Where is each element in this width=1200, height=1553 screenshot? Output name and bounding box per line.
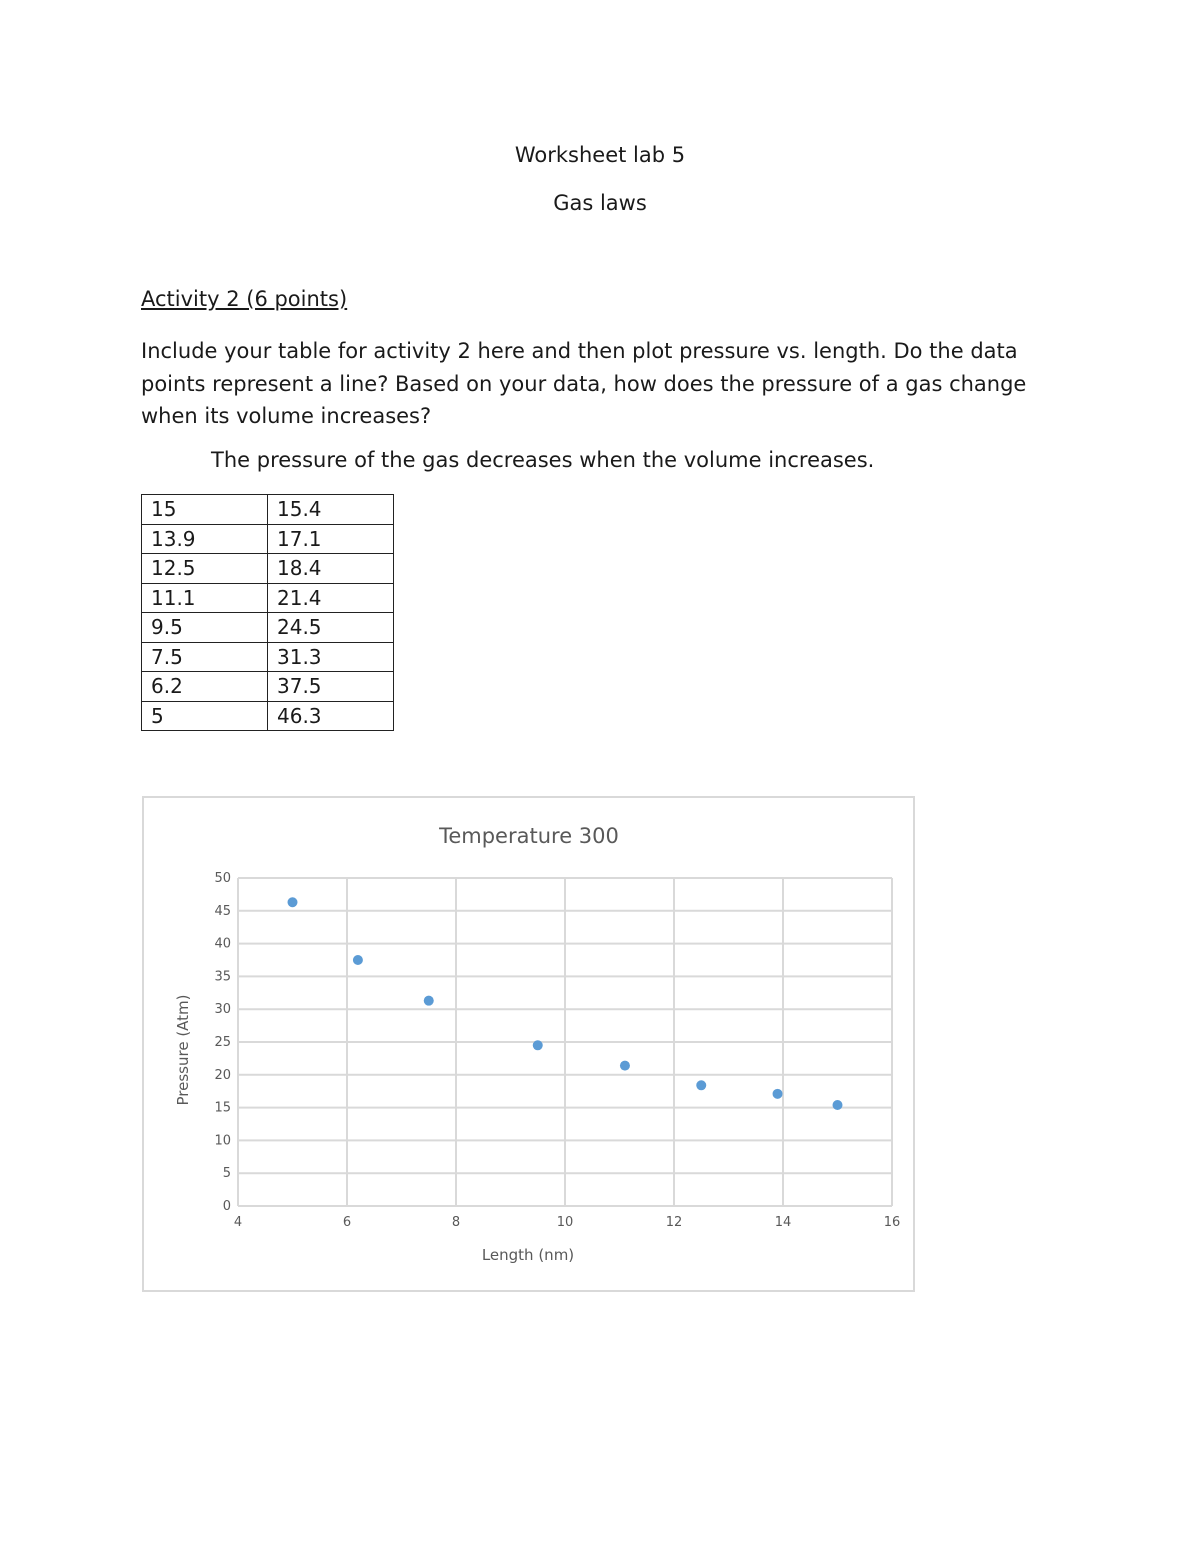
y-tick-label: 20	[214, 1067, 231, 1083]
chart-container	[142, 796, 915, 1292]
pressure-cell: 31.3	[268, 642, 394, 672]
table-row	[142, 554, 394, 584]
y-tick-label: 45	[214, 903, 231, 919]
x-tick-label: 8	[451, 1215, 461, 1230]
data-point	[424, 996, 434, 1006]
activity-answer: The pressure of the gas decreases when the volume increases.	[211, 448, 875, 472]
pressure-cell: 17.1	[268, 524, 394, 554]
x-tick-label: 12	[665, 1215, 683, 1230]
pressure-cell: 24.5	[268, 613, 394, 643]
pressure-cell: 15.4	[268, 495, 394, 525]
data-point	[620, 1061, 630, 1071]
x-tick-label: 14	[774, 1215, 792, 1230]
chart-title: Temperature 300	[439, 824, 619, 848]
length-cell: 15	[142, 495, 268, 525]
length-cell: 6.2	[142, 672, 268, 702]
table-row	[142, 701, 394, 731]
data-point	[533, 1040, 543, 1050]
length-cell: 7.5	[142, 642, 268, 672]
data-table	[141, 494, 394, 731]
table-row	[142, 613, 394, 643]
y-tick-label: 25	[214, 1035, 231, 1050]
table-row	[142, 672, 394, 702]
table-row	[142, 642, 394, 672]
y-axis-title: Pressure (Atm)	[174, 994, 192, 1106]
x-axis-title: Length (nm)	[481, 1246, 575, 1264]
pressure-cell: 37.5	[268, 672, 394, 702]
table-row	[142, 583, 394, 613]
y-tick-label: 5	[222, 1166, 231, 1182]
data-point	[696, 1080, 706, 1090]
length-cell: 13.9	[142, 524, 268, 554]
length-cell: 9.5	[142, 613, 268, 643]
pressure-cell: 46.3	[268, 701, 394, 731]
x-tick-label: 4	[233, 1215, 243, 1230]
pressure-cell: 18.4	[268, 554, 394, 584]
length-cell: 11.1	[142, 583, 268, 613]
y-tick-label: 40	[214, 936, 231, 952]
pressure-cell: 21.4	[268, 583, 394, 613]
length-cell: 12.5	[142, 554, 268, 584]
y-tick-label: 50	[214, 871, 231, 886]
activity-heading: Activity 2 (6 points)	[141, 287, 348, 311]
x-tick-label: 6	[342, 1215, 352, 1230]
activity-question: Include your table for activity 2 here and then plot pressure vs. length. Do the data points represent a line? Based on your data, how does the pressure of a gas change when its volume increases?	[141, 339, 1027, 428]
x-tick-label: 16	[883, 1215, 901, 1230]
table-row	[142, 495, 394, 525]
data-point	[773, 1089, 783, 1099]
scatter-chart	[144, 798, 913, 1290]
y-tick-label: 35	[214, 969, 231, 985]
worksheet-title: Worksheet lab 5	[514, 143, 686, 167]
y-tick-label: 0	[222, 1199, 231, 1214]
table-row	[142, 524, 394, 554]
y-tick-label: 15	[214, 1100, 231, 1116]
length-cell: 5	[142, 701, 268, 731]
y-tick-label: 10	[214, 1133, 231, 1149]
data-point	[833, 1100, 843, 1110]
x-tick-label: 10	[556, 1215, 574, 1230]
data-point	[353, 955, 363, 965]
data-point	[288, 897, 298, 907]
worksheet-subtitle: Gas laws	[553, 191, 647, 215]
y-tick-label: 30	[214, 1002, 231, 1018]
